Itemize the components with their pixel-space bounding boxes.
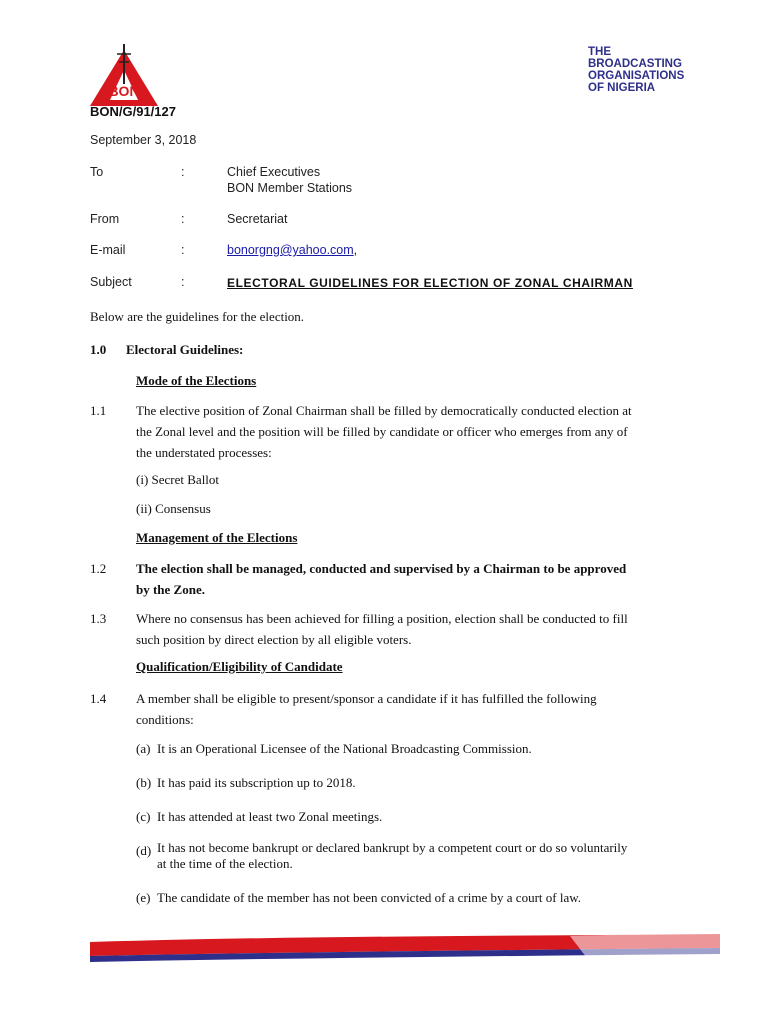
subject-colon: : — [181, 275, 185, 289]
para-1-3 — [136, 608, 678, 650]
condition-label: (d) — [136, 843, 152, 858]
email-label: E-mail — [90, 243, 126, 257]
org-line: OF NIGERIA — [588, 82, 656, 94]
condition-text: It is an Operational Licensee of the National Broadcasting Commission. — [157, 741, 532, 756]
from-value: Secretariat — [227, 212, 288, 226]
condition-label: (e) — [136, 890, 151, 905]
footer-banner — [90, 932, 720, 966]
to-label: To — [90, 165, 104, 179]
para-1-4 — [136, 688, 678, 730]
para-line: Where no consensus has been achieved for filling a position, election shall be conducted to fill — [136, 611, 628, 626]
intro-text: Below are the guidelines for the election. — [90, 309, 305, 324]
para-line: The elective position of Zonal Chairman shall be filled by democratically conducted election at — [136, 403, 632, 418]
reference-number: BON/G/91/127 — [90, 104, 176, 119]
org-line: THE — [588, 46, 611, 58]
para-line: such position by direct election by all eligible voters. — [136, 632, 412, 647]
heading-qualification: Qualification/Eligibility of Candidate — [136, 659, 343, 674]
section-title: Electoral Guidelines: — [126, 342, 244, 357]
para-line: the Zonal level and the position will be filled by candidate or officer who emerges from any of — [136, 424, 628, 439]
para-number: 1.4 — [90, 691, 107, 706]
para-line: by the Zone. — [136, 582, 205, 597]
condition-label: (b) — [136, 775, 152, 790]
option-secret-ballot: (i) Secret Ballot — [136, 472, 220, 487]
heading-mode-of-elections: Mode of the Elections — [136, 373, 257, 388]
from-label: From — [90, 212, 120, 226]
para-line: The election shall be managed, conducted and supervised by a Chairman to be approved — [136, 561, 627, 576]
logo-text: BON — [108, 83, 140, 99]
section-number: 1.0 — [90, 342, 107, 357]
para-number: 1.2 — [90, 561, 107, 576]
condition-text: The candidate of the member has not been convicted of a crime by a court of law. — [157, 890, 582, 905]
from-colon: : — [181, 212, 185, 226]
para-number: 1.3 — [90, 611, 107, 626]
condition-label: (a) — [136, 741, 151, 756]
org-line: BROADCASTING — [588, 58, 682, 70]
para-1-2 — [136, 558, 678, 600]
email-colon: : — [181, 243, 185, 257]
condition-text: It has attended at least two Zonal meetings. — [157, 809, 383, 824]
to-value: Chief Executives — [227, 165, 321, 179]
subject-label: Subject — [90, 275, 132, 289]
para-number: 1.1 — [90, 403, 107, 418]
heading-management: Management of the Elections — [136, 530, 298, 545]
to-value: BON Member Stations — [227, 181, 353, 195]
para-line: conditions: — [136, 712, 194, 727]
condition-text: It has paid its subscription up to 2018. — [157, 775, 356, 790]
org-line: ORGANISATIONS — [588, 70, 685, 82]
condition-label: (c) — [136, 809, 151, 824]
letter-date: September 3, 2018 — [90, 133, 197, 147]
condition-line: at the time of the election. — [157, 856, 293, 871]
bon-logo — [86, 44, 162, 108]
para-line: A member shall be eligible to present/sponsor a candidate if it has fulfilled the following — [136, 691, 597, 706]
condition-text — [157, 840, 679, 872]
email-suffix: , — [353, 243, 358, 257]
option-consensus: (ii) Consensus — [136, 501, 211, 516]
organisation-name — [588, 46, 684, 94]
para-1-1 — [136, 400, 678, 463]
email-row — [227, 243, 357, 257]
condition-line: It has not become bankrupt or declared bankrupt by a competent court or do so voluntarily — [157, 840, 628, 855]
to-colon: : — [181, 165, 185, 179]
para-line: the understated processes: — [136, 445, 272, 460]
subject-value: ELECTORAL GUIDELINES FOR ELECTION OF ZONAL CHAIRMAN — [227, 276, 633, 290]
email-link[interactable]: bonorgng@yahoo.com — [227, 243, 354, 257]
